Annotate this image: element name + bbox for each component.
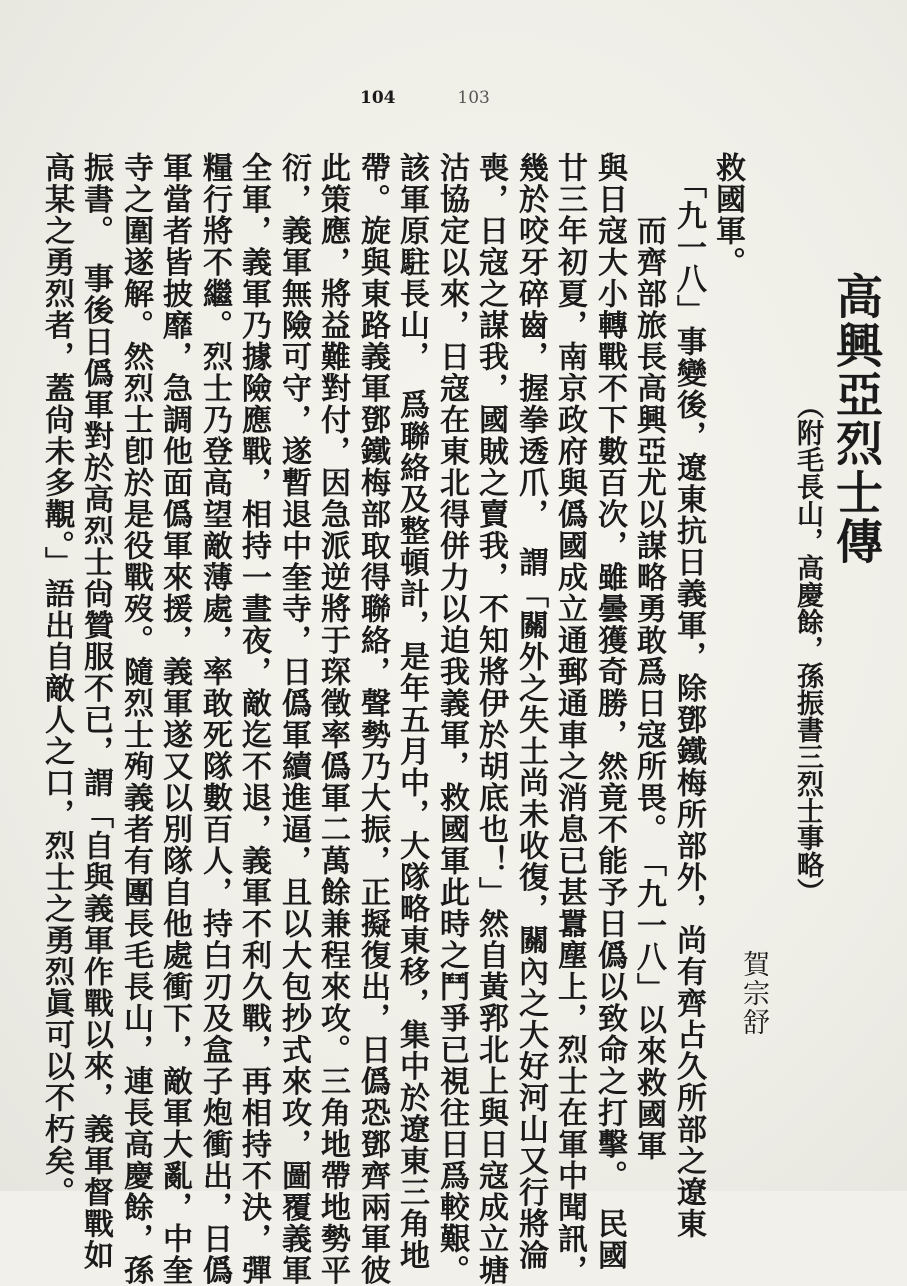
body-column: 振書。 事後日僞軍對於高烈士尙贊服不已，謂「自與義軍作戰以來，義軍督戰如 <box>78 152 113 1271</box>
author-name: 賀宗舒 <box>738 950 769 1037</box>
body-column: 喪，日寇之謀我，國賊之賣我，不知將伊於胡底也！」然自黃郛北上與日寇成立塘 <box>473 152 508 1286</box>
body-column: 幾於咬牙碎齒，握拳透爪， 謂「關外之失土尚未收復，關內之大好河山又行將淪 <box>513 152 548 1271</box>
body-column: 衍，義軍無險可守，遂暫退中奎寺，日僞軍續進逼，且以大包抄式來攻，圖覆義軍 <box>276 152 311 1286</box>
body-column: 與日寇大小轉戰不下數百次，雖曇獲奇勝，然竟不能予日僞以致命之打擊。 民國 <box>592 152 627 1271</box>
body-column: 救國軍。 <box>710 152 745 278</box>
body-column: 帶。旋與東路義軍鄧鐵梅部取得聯絡，聲勢乃大振，正擬復出，日僞恐鄧齊兩軍彼 <box>355 152 390 1286</box>
page-number-header <box>360 88 546 108</box>
page-title: 高興亞烈士傳 <box>828 272 883 566</box>
page-number: 104 <box>360 88 396 108</box>
body-column: 廿三年初夏，南京政府與僞國成立通郵通車之消息已甚囂塵上，烈士在軍中聞訊， <box>552 152 587 1286</box>
body-column: 該軍原駐長山， 爲聯絡及整頓計，是年五月中，大隊略東移，集中於遼東三角地 <box>394 152 429 1271</box>
body-column: 軍當者皆披靡，急調他面僞軍來援，義軍遂又以別隊自他處衝下，敵軍大亂，中奎 <box>157 152 192 1286</box>
body-column: 而齊部旅長高興亞尤以謀略勇敢爲日寇所畏。 「九一八」以來救國軍 <box>631 152 666 1162</box>
body-column: 寺之圍遂解。然烈士卽於是役戰歿。隨烈士殉義者有團長毛長山，連長高慶餘，孫 <box>118 152 153 1286</box>
page-subtitle: （附毛長山，高慶餘，孫振書三烈士事略） <box>792 392 823 905</box>
body-column: 高某之勇烈者，蓋尙未多覯。」語出自敵人之口，烈士之勇烈眞可以不朽矣。 <box>39 152 74 1208</box>
body-column: 「九一八」事變後，遼東抗日義軍，除鄧鐵梅所部外，尚有齊占久所部之遼東 <box>671 152 706 1240</box>
body-column: 此策應，將益難對付，因急派逆將于琛徵率僞軍二萬餘兼程來攻。三角地帶地勢平 <box>315 152 350 1286</box>
body-column: 沽協定以來，日寇在東北得併力以迫我義軍，救國軍此時之鬥爭已視往日爲較艱。 <box>434 152 469 1286</box>
page-number-alt: 103 <box>457 88 490 108</box>
body-column: 糧行將不繼。烈士乃登高望敵薄處，率敢死隊數百人，持白刃及盒子炮衝出，日僞 <box>197 152 232 1286</box>
body-column: 全軍，義軍乃據險應戰，相持一晝夜，敵迄不退，義軍不利久戰，再相持不決，彈 <box>236 152 271 1286</box>
